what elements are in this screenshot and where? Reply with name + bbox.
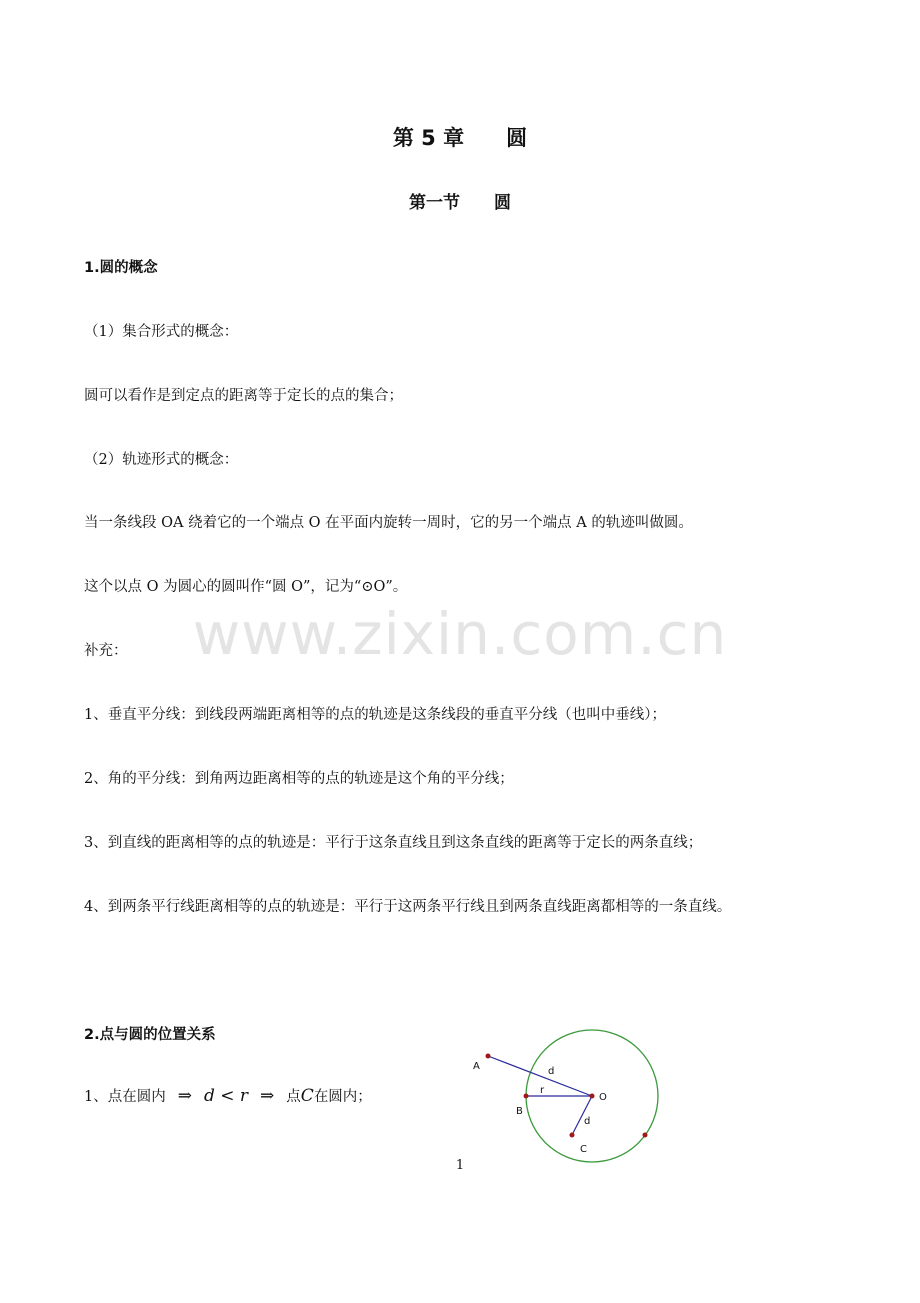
section-title: 第一节 圆 <box>409 193 511 213</box>
point-b <box>524 1094 529 1099</box>
implies-arrow: ⇒ <box>177 1086 192 1106</box>
point-on-circle <box>643 1133 648 1138</box>
section2-heading: 2.点与圆的位置关系 <box>84 1027 216 1043</box>
condition-d-less-r: d < r <box>203 1086 249 1106</box>
label-r: r <box>540 1085 545 1096</box>
point-o <box>590 1094 595 1099</box>
supplement-label: 补充： <box>84 643 128 659</box>
result-prefix: 点 <box>286 1089 301 1105</box>
label-d-top: d <box>548 1066 555 1077</box>
label-c: C <box>580 1144 587 1155</box>
rule-prefix: 1、点在圆内 <box>84 1089 166 1105</box>
circle-position-diagram <box>460 1020 680 1170</box>
label-a: A <box>473 1061 480 1072</box>
supplement-item-4: 4、到两条平行线距离相等的点的轨迹是：平行于这两条平行线且到两条直线距离都相等的一条直线。 <box>84 899 732 915</box>
locus-form-label: （2）轨迹形式的概念： <box>84 452 239 468</box>
set-form-text: 圆可以看作是到定点的距离等于定长的点的集合； <box>84 388 403 404</box>
label-b: B <box>516 1106 523 1117</box>
notation-text: 这个以点 O 为圆心的圆叫作“圆 O”，记为“⊙O”。 <box>84 579 408 595</box>
label-o: O <box>599 1092 607 1103</box>
implies-arrow: ⇒ <box>260 1086 275 1106</box>
locus-form-text: 当一条线段 OA 绕着它的一个端点 O 在平面内旋转一周时，它的另一个端点 A 的轨迹叫做圆。 <box>84 515 693 531</box>
set-form-label: （1）集合形式的概念： <box>84 324 239 340</box>
point-inside-rule <box>84 1085 372 1106</box>
watermark: www.zixin.com.cn <box>192 600 728 668</box>
result-suffix: 在圆内； <box>313 1089 372 1105</box>
label-d-bottom: d <box>584 1116 591 1127</box>
page-number: 1 <box>455 1158 465 1173</box>
point-c <box>570 1133 575 1138</box>
supplement-item-2: 2、角的平分线：到角两边距离相等的点的轨迹是这个角的平分线； <box>84 771 514 787</box>
section1-heading: 1.圆的概念 <box>84 260 158 276</box>
supplement-item-1: 1、垂直平分线：到线段两端距离相等的点的轨迹是这条线段的垂直平分线（也叫中垂线）； <box>84 707 666 723</box>
chapter-title: 第 5 章 圆 <box>392 126 528 150</box>
supplement-item-3: 3、到直线的距离相等的点的轨迹是：平行于这条直线且到这条直线的距离等于定长的两条直线； <box>84 835 703 851</box>
point-c-symbol: C <box>300 1086 314 1106</box>
point-a <box>486 1054 491 1059</box>
